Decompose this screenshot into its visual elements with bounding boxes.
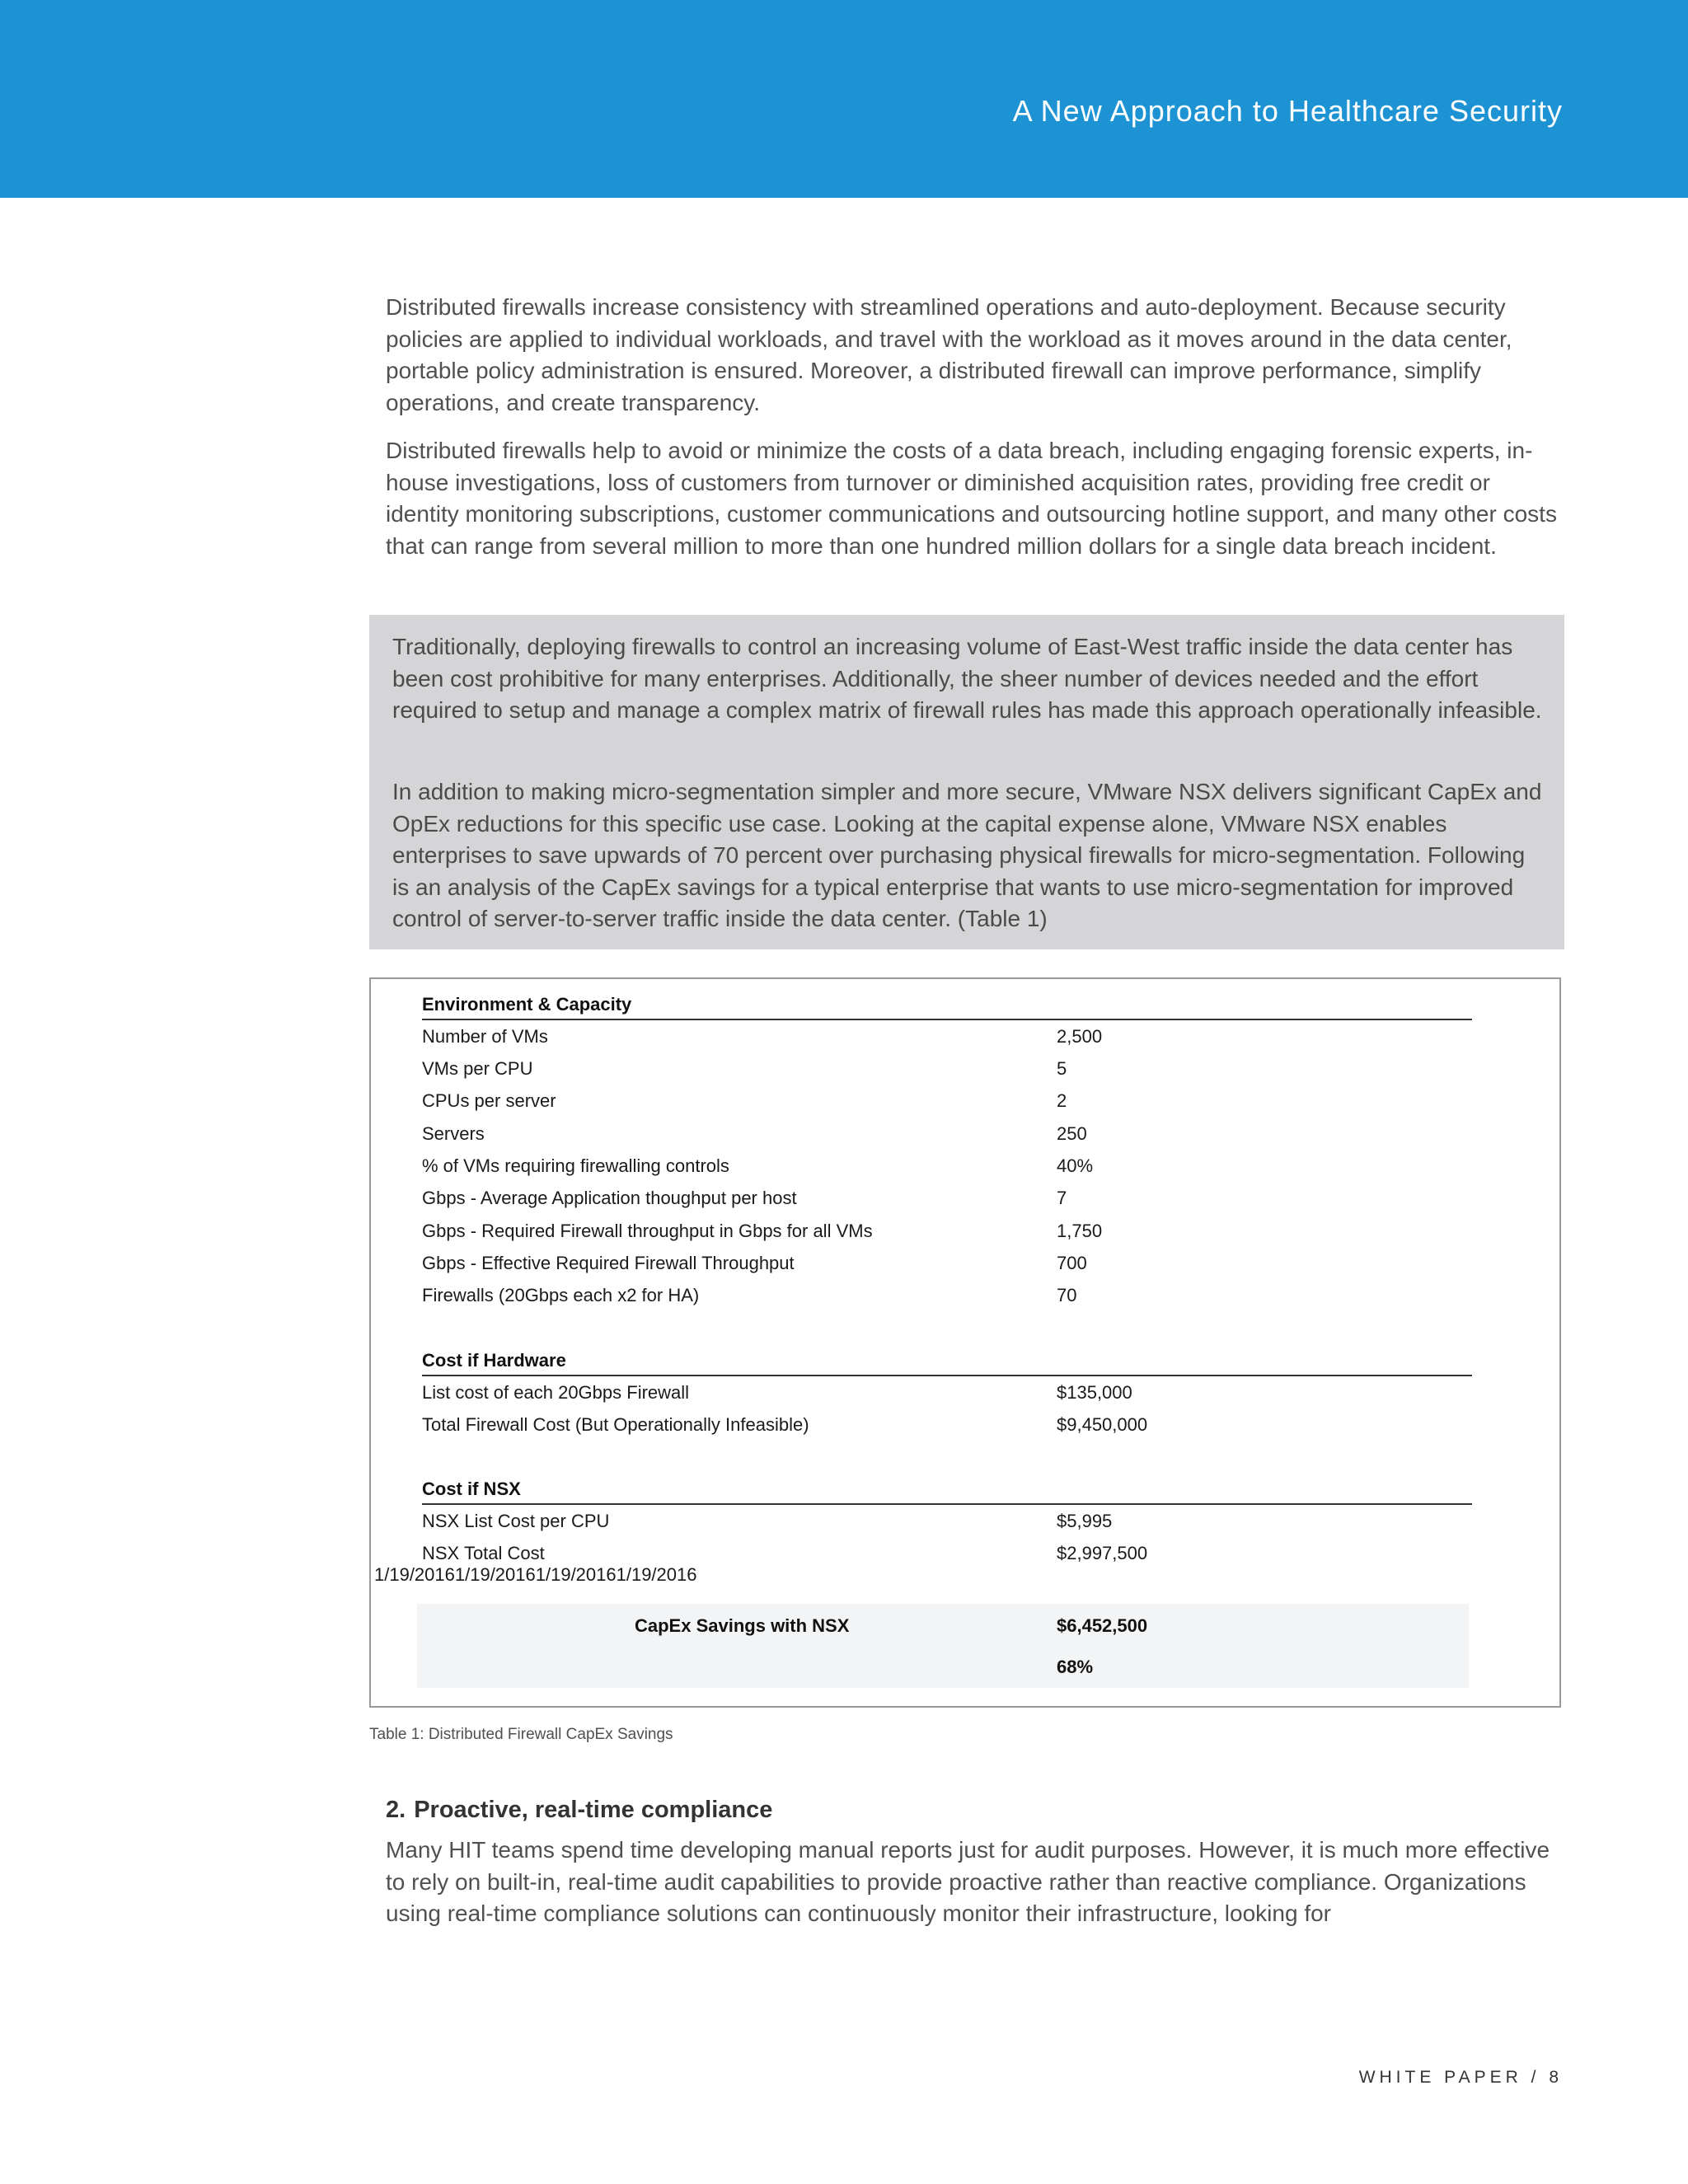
savings-value: $6,452,500 bbox=[1057, 1615, 1148, 1636]
row-value: $135,000 bbox=[1057, 1382, 1132, 1403]
table-section-heading: Cost if Hardware bbox=[422, 1350, 1472, 1376]
header-title: A New Approach to Healthcare Security bbox=[1012, 94, 1563, 128]
callout-box bbox=[369, 615, 1564, 949]
table-caption: Table 1: Distributed Firewall CapEx Savings bbox=[369, 1726, 673, 1743]
callout-paragraph-1: Traditionally, deploying firewalls to control an increasing volume of East-West traffic inside the data center has been cost prohibitive for many enterprises. Additionally, the sheer number of devices needed and the effort required to setup and manage a complex matrix of firewall rules has made this approach operationally infeasible. bbox=[392, 634, 1542, 724]
table-row bbox=[422, 1279, 1472, 1311]
row-value: $2,997,500 bbox=[1057, 1543, 1148, 1563]
savings-summary bbox=[417, 1604, 1469, 1688]
row-value: 1,750 bbox=[1057, 1221, 1103, 1241]
date-stamp: 1/19/20161/19/20161/19/20161/19/2016 bbox=[374, 1564, 697, 1585]
row-label: CPUs per server bbox=[422, 1090, 556, 1111]
table-row bbox=[422, 1215, 1472, 1247]
row-label: Total Firewall Cost (But Operationally Infeasible) bbox=[422, 1414, 809, 1435]
body-paragraph-2: Distributed firewalls help to avoid or minimize the costs of a data breach, including engaging forensic experts, in-house investigations, loss of customers from turnover or diminished acquisition rates, providing free credit or identity monitoring subscriptions, customer communications and outsourcing hotline support, and many other costs that can range from several million to more than one hundred million dollars for a single data breach incident. bbox=[386, 438, 1557, 559]
row-label: Gbps - Effective Required Firewall Throughput bbox=[422, 1253, 795, 1273]
section-paragraph: Many HIT teams spend time developing manual reports just for audit purposes. However, it is much more effective to rely on built-in, real-time audit capabilities to provide proactive rather than reactive compliance. Organizations using real-time compliance solutions can continuously monitor their infrastructure, looking for bbox=[386, 1837, 1550, 1927]
footer-page-label: WHITE PAPER / 8 bbox=[1358, 2068, 1563, 2087]
section-heading bbox=[386, 1797, 772, 1824]
row-label: % of VMs requiring firewalling controls bbox=[422, 1155, 729, 1176]
row-label: Number of VMs bbox=[422, 1026, 548, 1047]
table-row bbox=[422, 1182, 1472, 1214]
row-value: 7 bbox=[1057, 1188, 1067, 1208]
row-value: 250 bbox=[1057, 1123, 1087, 1144]
table-row bbox=[422, 1118, 1472, 1150]
table-row bbox=[422, 1505, 1472, 1537]
table-section-heading: Cost if NSX bbox=[422, 1479, 1472, 1505]
row-value: 2 bbox=[1057, 1090, 1067, 1111]
capex-table bbox=[369, 977, 1561, 1708]
row-label: VMs per CPU bbox=[422, 1058, 533, 1079]
table-row bbox=[422, 1020, 1472, 1052]
table-row bbox=[422, 1052, 1472, 1085]
savings-percent: 68% bbox=[1057, 1657, 1094, 1677]
section-number: 2. bbox=[386, 1797, 406, 1823]
row-label: Firewalls (20Gbps each x2 for HA) bbox=[422, 1285, 700, 1305]
row-value: 40% bbox=[1057, 1155, 1094, 1176]
savings-label: CapEx Savings with NSX bbox=[635, 1615, 850, 1636]
row-label: Servers bbox=[422, 1123, 485, 1144]
row-label: Gbps - Average Application thoughput per host bbox=[422, 1188, 797, 1208]
table-row bbox=[422, 1085, 1472, 1117]
section-title: Proactive, real-time compliance bbox=[414, 1797, 773, 1823]
row-value: 700 bbox=[1057, 1253, 1087, 1273]
row-value: 2,500 bbox=[1057, 1026, 1103, 1047]
row-label: List cost of each 20Gbps Firewall bbox=[422, 1382, 690, 1403]
table-section-heading: Environment & Capacity bbox=[422, 994, 1472, 1020]
row-value: $9,450,000 bbox=[1057, 1414, 1148, 1435]
row-value: 70 bbox=[1057, 1285, 1077, 1305]
callout-paragraph-2: In addition to making micro-segmentation simpler and more secure, VMware NSX delivers significant CapEx and OpEx reductions for this specific use case. Looking at the capital expense alone, VMware NSX enables enterprises to save upwards of 70 percent over purchasing physical firewalls for micro-segmentation. Following is an analysis of the CapEx savings for a typical enterprise that wants to use micro-segmentation for improved control of server-to-server traffic inside the data center. (Table 1) bbox=[392, 779, 1542, 932]
row-value: 5 bbox=[1057, 1058, 1067, 1079]
header-band bbox=[0, 0, 1688, 198]
row-label: Gbps - Required Firewall throughput in Gbps for all VMs bbox=[422, 1221, 873, 1241]
row-value: $5,995 bbox=[1057, 1511, 1113, 1531]
table-row bbox=[422, 1247, 1472, 1279]
body-paragraph-1: Distributed firewalls increase consistency with streamlined operations and auto-deployment. Because security policies are applied to individual workloads, and travel with the workload as it moves around in the data center, portable policy administration is ensured. Moreover, a distributed firewall can improve performance, simplify operations, and create transparency. bbox=[386, 294, 1512, 415]
row-label: NSX Total Cost bbox=[422, 1543, 545, 1563]
table-row bbox=[422, 1150, 1472, 1182]
table-row bbox=[422, 1408, 1472, 1441]
table-row bbox=[422, 1376, 1472, 1408]
row-label: NSX List Cost per CPU bbox=[422, 1511, 610, 1531]
